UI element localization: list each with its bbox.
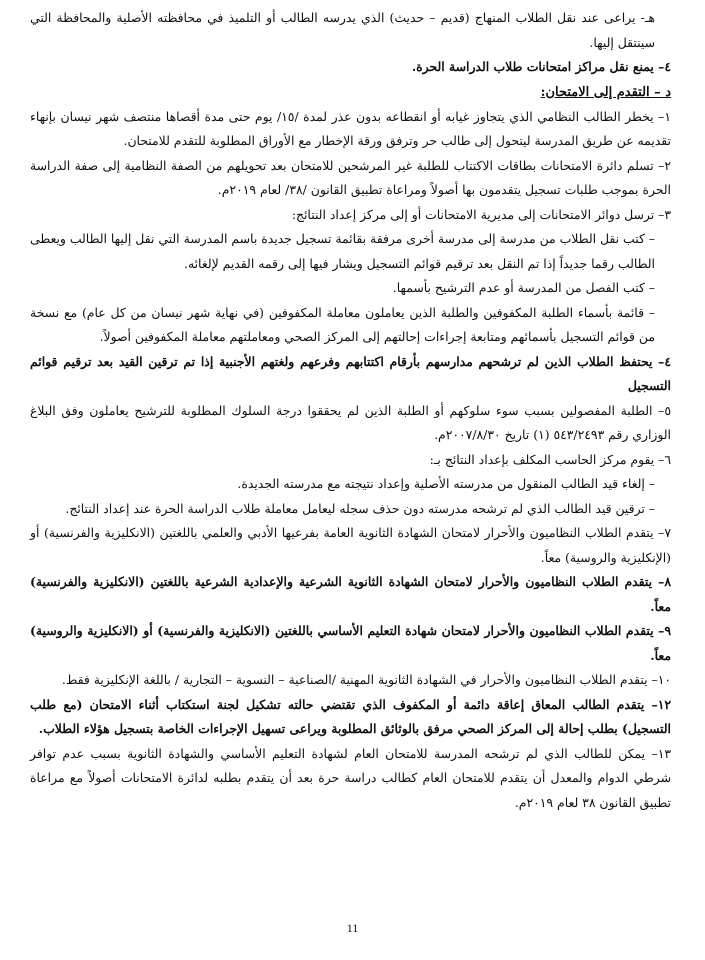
paragraph-8: ٨– يتقدم الطلاب النظاميون والأحرار لامتحان الشهادة الثانوية الشرعية والإعدادية الشرعية باللغتين (الانكليزية والفرنسية) معاً.: [30, 574, 671, 614]
page-number: 11: [346, 921, 359, 935]
paragraph-4: ٤– يمنع نقل مراكز امتحانات طلاب الدراسة الحرة.: [411, 59, 671, 74]
paragraph-h: هـ- يراعى عند نقل الطلاب المنهاج (قديم – حديث) الذي يدرسه الطالب أو التلميذ في محافظته الأصلية والمحافظة التي سينتقل إليها.: [30, 10, 655, 50]
section-heading-d: د – التقدم إلى الامتحان:: [540, 84, 671, 100]
paragraph-10: ١٠– يتقدم الطلاب النظاميون والأحرار في الشهادة الثانوية المهنية /الصناعية – النسوية – التجارية / باللغة الإنكليزية فقط.: [61, 672, 671, 687]
paragraph-6: ٦– يقوم مركز الحاسب المكلف بإعداد النتائج بـ:: [429, 451, 671, 467]
paragraph-6b: – ترقين قيد الطالب الذي لم ترشحه مدرسته دون حذف سجله ليعامل معاملة طلاب الدراسة الحرة عند إعداد النتائج.: [65, 500, 655, 516]
paragraph-3a: – كتب نقل الطلاب من مدرسة إلى مدرسة أخرى مرفقة بقائمة تسجيل جديدة باسم المدرسة التي نقل إليها الطالب ويعطى الطالب رقما جديداً إذا تم النقل بعد ترقيم قوائم التسجيل ويشار فيها إلى رقمه القديم لإلغائه.: [30, 231, 655, 271]
paragraph-3b: – كتب الفصل من المدرسة أو عدم الترشيح بأسمها.: [392, 280, 655, 295]
paragraph-2: ٢– تسلم دائرة الامتحانات بطاقات الاكتتاب للطلبة غير المرشحين للامتحان بعد تحويلهم من الصفة النظامية إلى صفة الدراسة الحرة بموجب طلبات تسجيل يتقدمون بها أصولاً ومراعاة تطبيق القانون /٣٨/ لعام ٢٠١٩م.: [30, 157, 671, 197]
paragraph-7: ٧– يتقدم الطلاب النظاميون والأحرار لامتحان الشهادة الثانوية العامة بفرعيها الأدبي والعلمي باللغتين (الانكليزية والفرنسية) أو (الإنكليزية والروسية) معاً.: [30, 525, 671, 565]
paragraph-13: ١٣– يمكن للطالب الذي لم ترشحه المدرسة للامتحان العام لشهادة التعليم الأساسي والشهادة الثانوية بسبب عدم توافر شرطي الدوام والمعدل أن يتقدم للامتحان العام كطالب دراسة حرة بعد أن يتقدم بطلبه لدائرة الامتحانات أصولاً مع مراعاة تطبيق القانون ٣٨ لعام ٢٠١٩م.: [30, 745, 671, 810]
paragraph-9: ٩– يتقدم الطلاب النظاميون والأحرار لامتحان شهادة التعليم الأساسي باللغتين (الانكليزية والفرنسية) أو (الانكليزية والروسية) معاً.: [30, 623, 671, 663]
paragraph-3c: – قائمة بأسماء الطلبة المكفوفين والطلبة الذين يعاملون معاملة المكفوفين (في نهاية شهر نيسان من كل عام) مع نسخة من قوائم التسجيل بأسمائهم ومتابعة إجراءات إحالتهم إلى المركز الصحي ومعاملتهم معاملة المكفوفين أصولاً.: [30, 304, 655, 344]
paragraph-1: ١– يخطر الطالب النظامي الذي يتجاوز غيابه أو انقطاعه بدون عذر لمدة /١٥/ يوم حتى مدة أقصاها منتصف شهر نيسان بإنهاء تقديمه عن طريق المدرسة ليتحول إلى طالب حر وترفق ورقة الإخطار مع الأوراق المطلوبة للتقدم للامتحان.: [30, 108, 671, 148]
paragraph-12: ١٢– يتقدم الطالب المعاق إعاقة دائمة أو المكفوف الذي تقتضي حالته تشكيل لجنة استكتاب أثناء الامتحان (مع طلب التسجيل) بطلب إحالة إلى المركز الصحي مرفق بالوثائق المطلوبة ويراعى تسهيل الإجراءات الخاصة بتسجيل هؤلاء الطلاب.: [30, 696, 671, 736]
paragraph-5: ٥– الطلبة المفصولين بسبب سوء سلوكهم أو الطلبة الذين لم يحققوا درجة السلوك المطلوبة للترشيح يعاملون وفق البلاغ الوزاري رقم ٥٤٣/٢٤٩٣ (١) تاريخ ٢٠٠٧/٨/٣٠م.: [30, 402, 671, 442]
paragraph-3: ٣– ترسل دوائر الامتحانات إلى مديرية الامتحانات أو إلى مركز إعداد النتائج:: [291, 206, 671, 222]
paragraph-4b: ٤– يحتفظ الطلاب الذين لم ترشحهم مدارسهم بأرقام اكتتابهم وفرعهم ولغتهم الأجنبية إذا تم ترقين القيد بعد ترقيم قوائم التسجيل: [30, 353, 671, 393]
paragraph-6a: – إلغاء قيد الطالب المنقول من مدرسته الأصلية وإعداد نتيجته مع مدرسته الجديدة.: [237, 476, 655, 491]
